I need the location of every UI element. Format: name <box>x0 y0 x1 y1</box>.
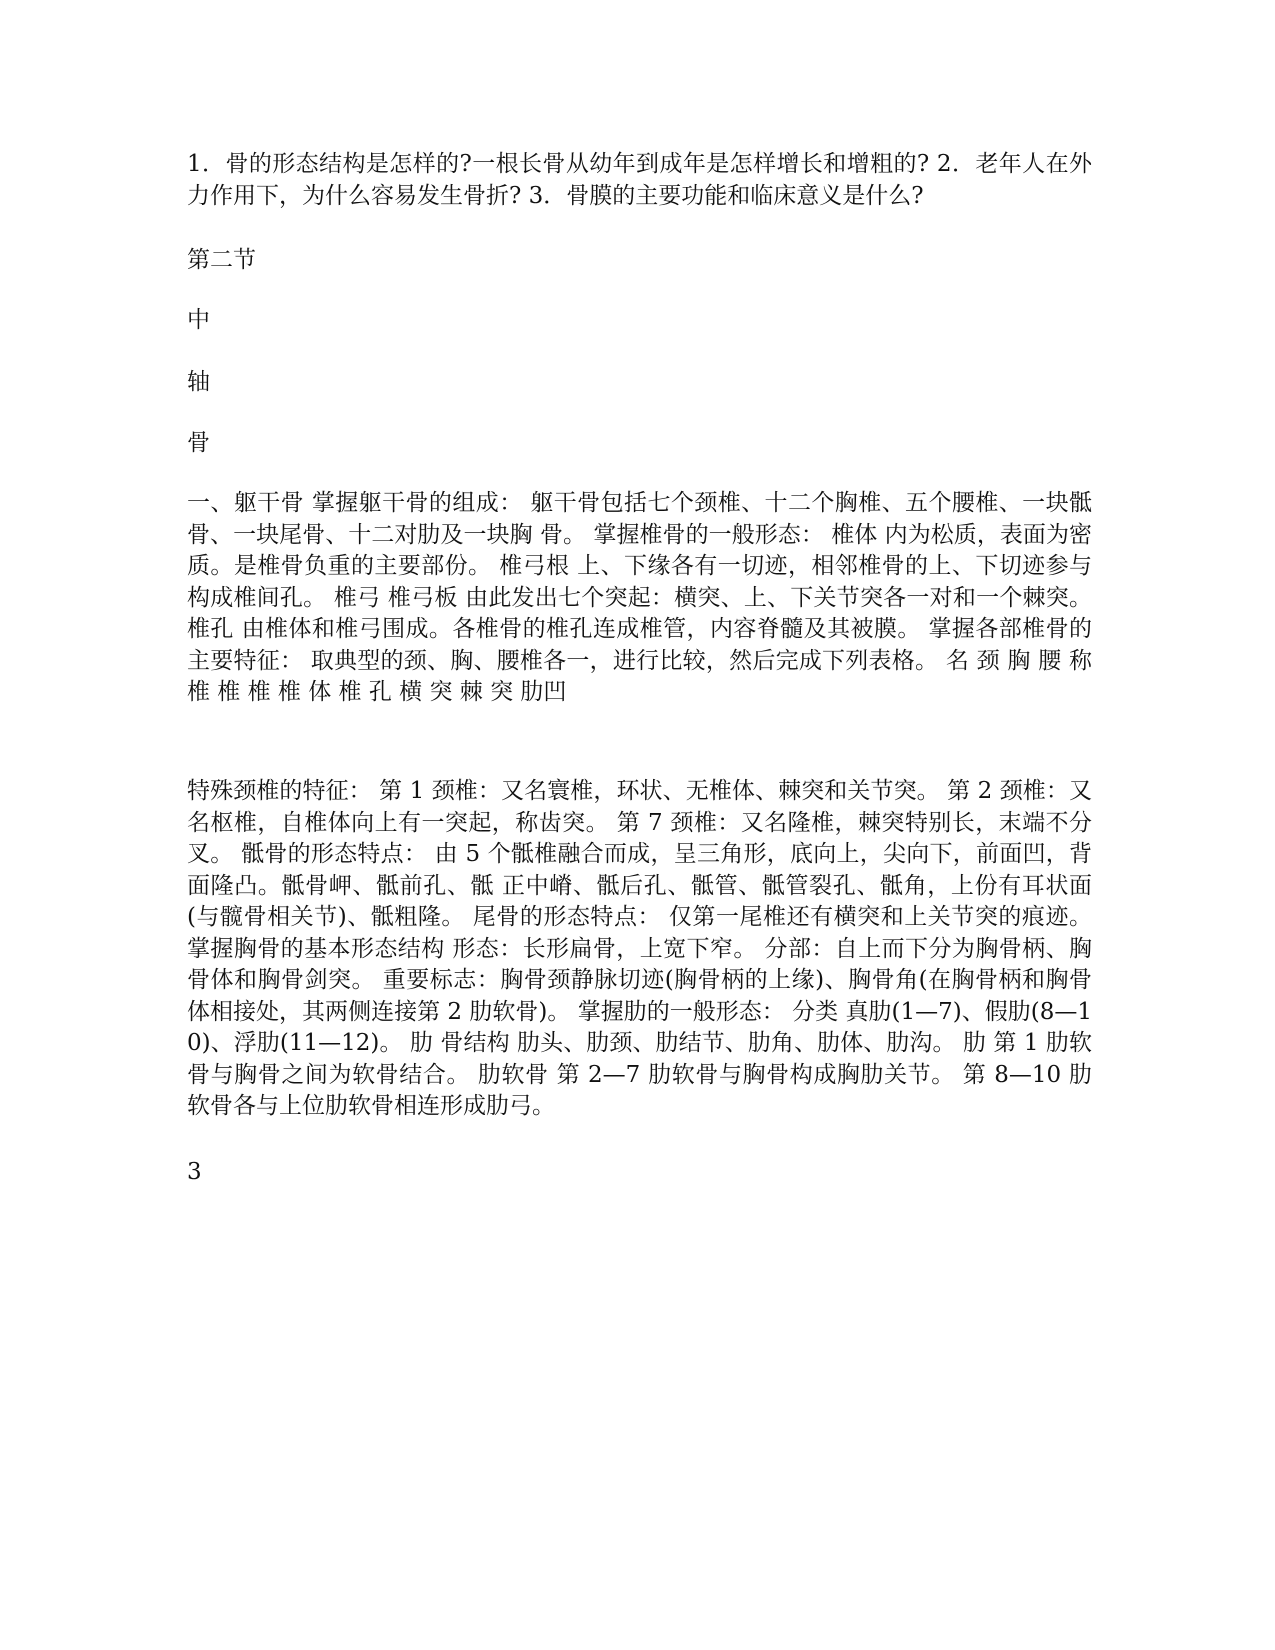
review-questions: 1．骨的形态结构是怎样的?一根长骨从幼年到成年是怎样增长和增粗的? 2．老年人在外力作用下，为什么容易发生骨折? 3．骨膜的主要功能和临床意义是什么? <box>187 151 1092 209</box>
paragraph-special-vertebrae: 特殊颈椎的特征： 第 1 颈椎：又名寰椎，环状、无椎体、棘突和关节突。 第 2 颈椎：又名枢椎，自椎体向上有一突起，称齿突。 第 7 颈椎：又名隆椎，棘突特别长，末端不分叉。 骶骨的形态特点： 由 5 个骶椎融合而成，呈三角形，底向上，尖向下，前面凹，背面隆凸。骶骨岬、骶前孔、骶 正中嵴、骶后孔、骶管、骶管裂孔、骶角，上份有耳状面(与髋骨相关节)、骶粗隆。 尾骨的形态特点： 仅第一尾椎还有横突和上关节突的痕迹。 掌握胸骨的基本形态结构 形态：长形扁骨，上宽下窄。 分部：自上而下分为胸骨柄、胸骨体和胸骨剑突。 重要标志：胸骨颈静脉切迹(胸骨柄的上缘)、胸骨角(在胸骨柄和胸骨体相接处，其两侧连接第 2 肋软骨)。 掌握肋的一般形态： 分类 真肋(1—7)、假肋(8—10)、浮肋(11—12)。 肋 骨结构 肋头、肋颈、肋结节、肋角、肋体、肋沟。 肋 第 1 肋软骨与胸骨之间为软骨结合。 肋软骨 第 2—7 肋软骨与胸骨构成胸肋关节。 第 8—10 肋软骨各与上位肋软骨相连形成肋弓。 <box>187 778 1093 1119</box>
section-label: 第二节 <box>187 247 256 273</box>
title-char-2: 轴 <box>187 369 210 395</box>
page-number: 3 <box>187 1159 202 1185</box>
title-char-3: 骨 <box>187 430 210 456</box>
title-char-1: 中 <box>187 307 210 333</box>
paragraph-trunk-bones: 一、躯干骨 掌握躯干骨的组成： 躯干骨包括七个颈椎、十二个胸椎、五个腰椎、一块骶骨、一块尾骨、十二对肋及一块胸 骨。 掌握椎骨的一般形态： 椎体 内为松质，表面为密质。是椎骨负重的主要部份。 椎弓根 上、下缘各有一切迹，相邻椎骨的上、下切迹参与构成椎间孔。 椎弓 椎弓板 由此发出七个突起：横突、上、下关节突各一对和一个棘突。 椎孔 由椎体和椎弓围成。各椎骨的椎孔连成椎管，内容脊髓及其被膜。 掌握各部椎骨的主要特征： 取典型的颈、胸、腰椎各一，进行比较，然后完成下列表格。 名 颈 胸 腰 称 椎 椎 椎 椎 体 椎 孔 横 突 棘 突 肋凹 <box>187 490 1092 705</box>
